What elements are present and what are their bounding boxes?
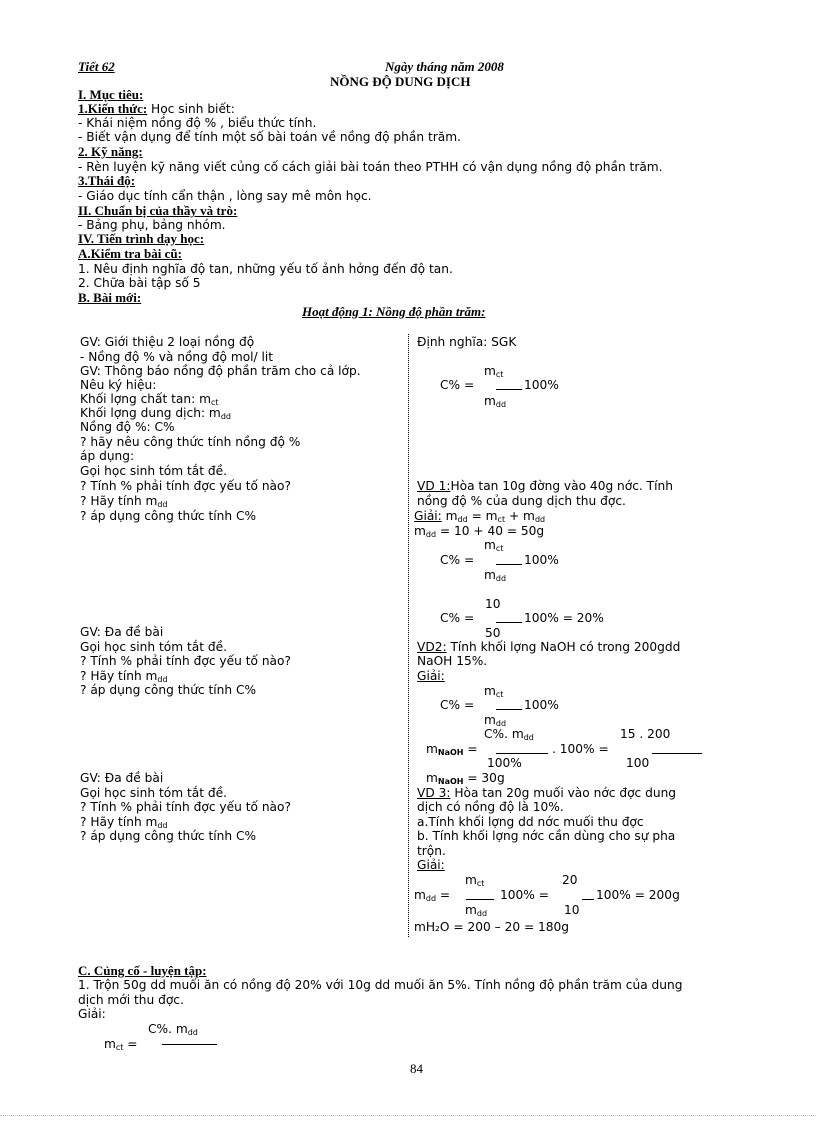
left-line: Gọi học sinh tóm tắt đề.	[80, 786, 227, 800]
left-line: ? áp dụng công thức tính C%	[80, 829, 257, 843]
numerator: $m_{ct}$	[484, 538, 504, 553]
left-line: Nồng độ %: C%	[80, 420, 175, 434]
left-line: Gọi học sinh tóm tắt đề.	[80, 640, 227, 654]
vd3-b: b. Tính khối lợng nớc cần dùng cho sự pha	[417, 829, 676, 843]
vd3: VD 3: Hòa tan 20g muối vào nớc đợc dung	[417, 786, 677, 800]
fraction-line	[496, 564, 522, 565]
left-line: ? Tính % phải tính đợc yếu tố nào?	[80, 654, 291, 668]
denominator: 100%	[487, 756, 522, 770]
denominator: 50	[485, 626, 501, 640]
objective-line: - Giáo dục tính cẩn thận , lòng say mê môn học.	[78, 189, 372, 203]
numerator: 10	[485, 597, 501, 611]
left-line: Gọi học sinh tóm tắt đề.	[80, 464, 227, 478]
water-mass: mH₂O = 200 – 20 = 180g	[414, 920, 570, 934]
denominator: 10	[564, 903, 580, 917]
solution-label: Giải:	[417, 669, 445, 683]
fraction-line	[466, 899, 494, 900]
left-line: ? Hãy tính $m_{dd}$	[80, 669, 168, 684]
numerator: C%. $m_{dd}$	[484, 727, 534, 742]
left-line: - Nồng độ % và nồng độ mol/ lit	[80, 350, 274, 364]
column-divider	[408, 334, 409, 937]
left-line: GV: Đa đề bài	[80, 771, 164, 785]
page-bottom-border	[0, 1115, 816, 1116]
problem-line: dịch mới thu đợc.	[78, 993, 184, 1007]
vd1-line2: nồng độ % của dung dịch thu đợc.	[417, 494, 626, 508]
objective-line: 1. Nêu định nghĩa độ tan, những yếu tố ảnh hởng đến độ tan.	[78, 262, 453, 276]
denominator: $m_{dd}$	[484, 713, 507, 728]
times-100: 100%	[524, 698, 559, 712]
c-equals: C% =	[440, 378, 475, 392]
numerator: 15 . 200	[620, 727, 671, 741]
objective-line: 2. Kỹ năng:	[78, 144, 143, 159]
vd3-a: a.Tính khối lợng dd nớc muối thu đợc	[417, 815, 644, 829]
times-100: 100%	[524, 553, 559, 567]
page-number: 84	[410, 1061, 423, 1076]
vd2-result: $m_{NaOH} = 30g$	[426, 771, 505, 786]
left-line: Khối lợng dung dịch: $m_{dd}$	[80, 406, 231, 421]
vd3-mid: 100% =	[500, 888, 549, 902]
c-equals: C% =	[440, 698, 475, 712]
objective-line: B. Bài mới:	[78, 290, 142, 305]
definition: Định nghĩa: SGK	[417, 335, 517, 349]
vd1: VD 1:Hòa tan 10g đờng vào 40g nớc. Tính	[417, 479, 673, 493]
vd3-line2: dịch có nồng độ là 10%.	[417, 800, 564, 814]
vd3-b2: trộn.	[417, 844, 446, 858]
denominator: 100	[626, 756, 650, 770]
solution-label: Giải: $m_{dd} = m_{ct} + m_{dd}$	[414, 509, 546, 524]
objective-line: 3.Thái độ:	[78, 173, 136, 188]
left-line: ? áp dụng công thức tính C%	[80, 509, 257, 523]
c-equals: C% =	[440, 611, 475, 625]
left-line: ? hãy nêu công thức tính nồng độ %	[80, 435, 301, 449]
dot-100: . 100% =	[552, 742, 609, 756]
fraction-line	[496, 753, 548, 754]
times-100: 100%	[524, 378, 559, 392]
left-line: áp dụng:	[80, 449, 135, 463]
vd2: VD2: Tính khối lợng NaOH có trong 200gdd	[417, 640, 681, 654]
fraction-line	[582, 899, 594, 900]
objective-line: - Biết vận dụng để tính một số bài toán về nồng độ phần trăm.	[78, 130, 461, 144]
left-line: GV: Thông báo nồng độ phần trăm cho cả lớp.	[80, 364, 361, 378]
fraction-line	[652, 753, 702, 754]
denominator: $m_{dd}$	[465, 903, 488, 918]
fraction-line	[162, 1044, 217, 1045]
objective-line: IV. Tiến trình dạy học:	[78, 231, 205, 246]
objective-line: 1.Kiến thức: Học sinh biết:	[78, 101, 235, 116]
vd1-eq2: $m_{dd} = 10 + 40 = 50g$	[414, 524, 545, 539]
c-equals: C% =	[440, 553, 475, 567]
numerator: $m_{ct}$	[465, 873, 485, 888]
left-line: ? Hãy tính $m_{dd}$	[80, 494, 168, 509]
vd3-result: 100% = 200g	[596, 888, 680, 902]
numerator: $m_{ct}$	[484, 684, 504, 699]
left-line: GV: Đa đề bài	[80, 625, 164, 639]
numerator: $m_{ct}$	[484, 364, 504, 379]
problem-line: 1. Trộn 50g dd muối ăn có nồng độ 20% với 10g dd muối ăn 5%. Tính nồng độ phần trăm của dung	[78, 978, 683, 992]
lesson-number: Tiết 62	[78, 59, 115, 74]
denominator: $m_{dd}$	[484, 394, 507, 409]
fraction-line	[496, 389, 522, 390]
left-line: ? áp dụng công thức tính C%	[80, 683, 257, 697]
numerator: C%. $m_{dd}$	[148, 1022, 198, 1037]
denominator: $m_{dd}$	[484, 568, 507, 583]
fraction-line	[496, 622, 522, 623]
objective-line: II. Chuẩn bị của thầy và trò:	[78, 203, 238, 218]
m-dd: $m_{dd}$ =	[414, 888, 451, 903]
vd2-line2: NaOH 15%.	[417, 654, 488, 668]
activity-title: Hoạt động 1: Nồng độ phần trăm:	[302, 304, 486, 319]
m-naoh: $m_{NaOH}$ =	[426, 742, 478, 757]
left-line: Nêu ký hiệu:	[80, 378, 157, 392]
left-line: ? Tính % phải tính đợc yếu tố nào?	[80, 479, 291, 493]
left-line: GV: Giới thiệu 2 loại nồng độ	[80, 335, 255, 349]
numerator: 20	[562, 873, 578, 887]
left-line: Khối lợng chất tan: $m_{ct}$	[80, 392, 219, 407]
objective-line: A.Kiểm tra bài cũ:	[78, 246, 182, 261]
lesson-date: Ngày tháng năm 2008	[385, 59, 504, 74]
objective-line: 2. Chữa bài tập số 5	[78, 276, 201, 290]
fraction-line	[496, 709, 522, 710]
objective-line: - Rèn luyện kỹ năng viết củng cố cách giải bài toán theo PTHH có vận dụng nồng độ phần trăm.	[78, 160, 663, 174]
objective-line: - Bảng phụ, bảng nhóm.	[78, 218, 226, 232]
vd1-result: 100% = 20%	[524, 611, 604, 625]
m-ct: $m_{ct}$ =	[104, 1037, 138, 1052]
consolidation-title: C. Củng cố - luyện tập:	[78, 963, 207, 978]
left-line: ? Hãy tính $m_{dd}$	[80, 815, 168, 830]
objective-line: I. Mục tiêu:	[78, 87, 144, 102]
solution-label: Giải:	[78, 1007, 106, 1021]
objective-line: - Khái niệm nồng độ % , biểu thức tính.	[78, 116, 317, 130]
solution-label: Giải:	[417, 858, 445, 872]
page-title: NỒNG ĐỘ DUNG DỊCH	[330, 74, 471, 89]
left-line: ? Tính % phải tính đợc yếu tố nào?	[80, 800, 291, 814]
